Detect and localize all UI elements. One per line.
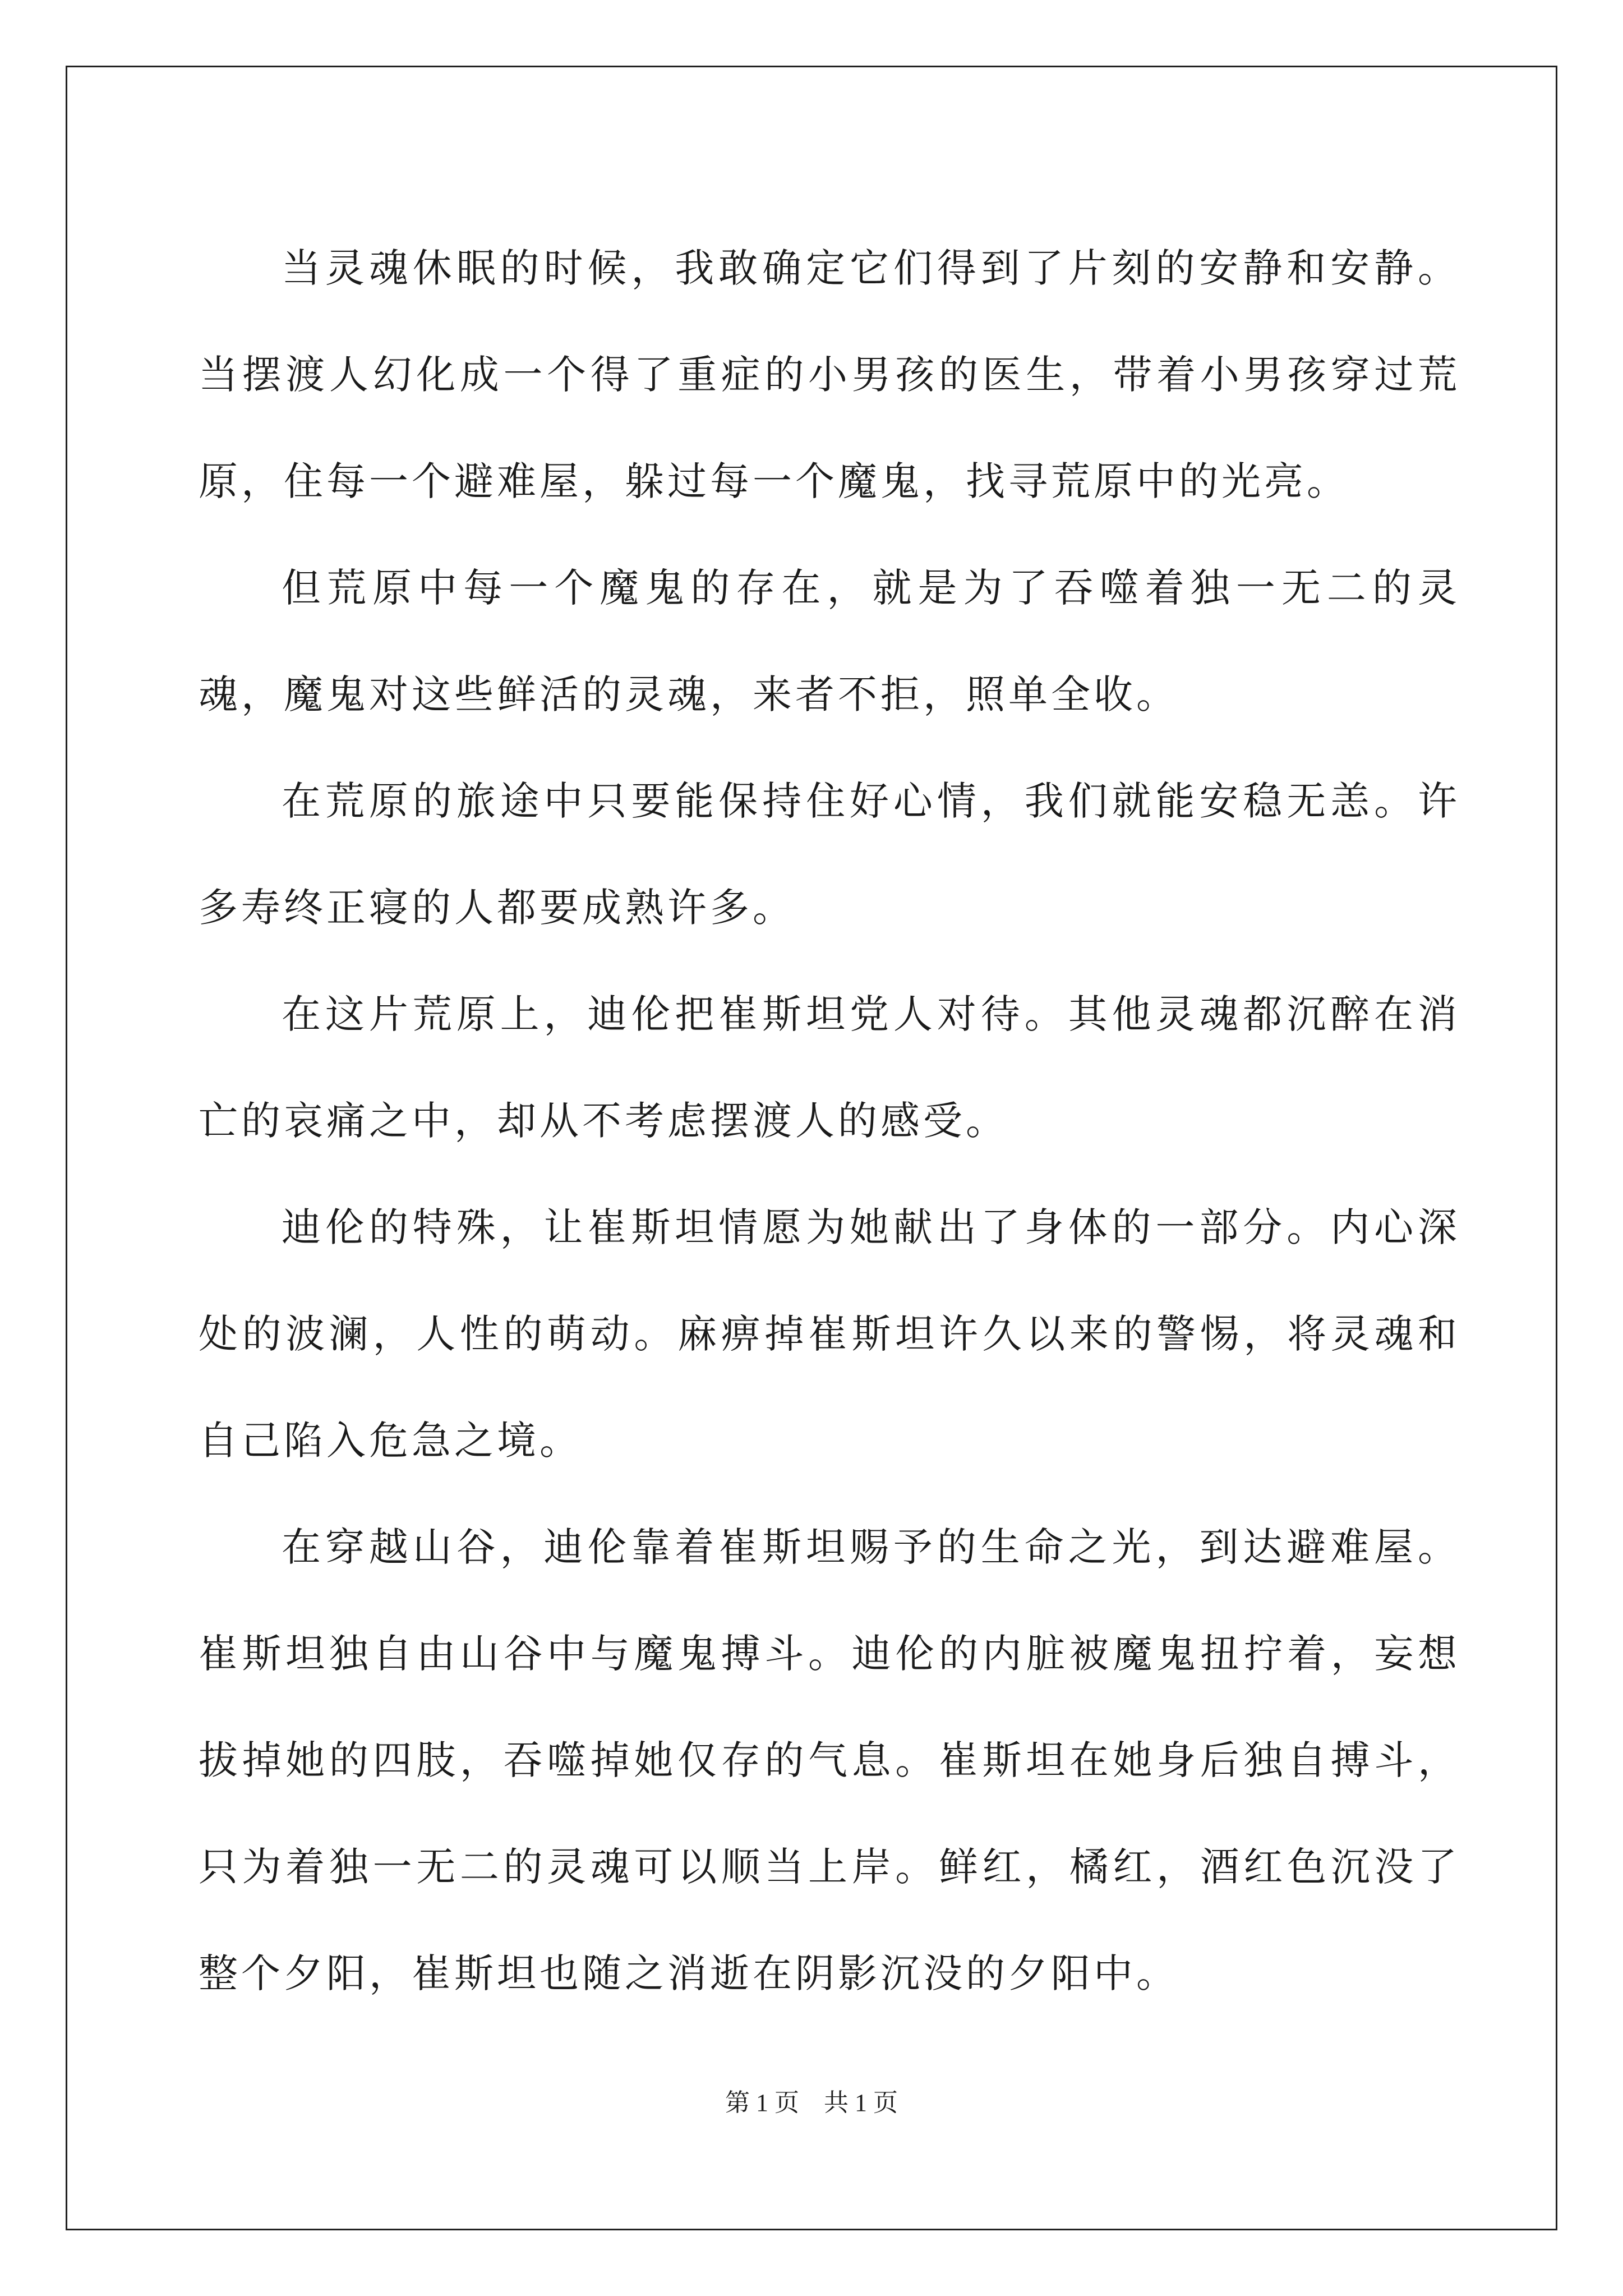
- page-number-footer: 第 1 页 共 1 页: [725, 2089, 898, 2116]
- paragraph-6: 在穿越山谷，迪伦靠着崔斯坦赐予的生命之光，到达避难屋。崔斯坦独自由山谷中与魔鬼搏斗。迪伦的内脏被魔鬼扭拧着，妄想拔掉她的四肢，吞噬掉她仅存的气息。崔斯坦在她身后独自搏斗，只为着独一无二的灵魂可以顺当上岸。鲜红，橘红，酒红色沉没了整个夕阳，崔斯坦也随之消逝在阴影沉没的夕阳中。: [199, 1524, 1460, 1996]
- paragraph-3: 在荒原的旅途中只要能保持住好心情，我们就能安稳无恙。许多寿终正寝的人都要成熟许多。: [199, 778, 1460, 931]
- paragraph-1: 当灵魂休眠的时候，我敢确定它们得到了片刻的安静和安静。当摆渡人幻化成一个得了重症的小男孩的医生，带着小男孩穿过荒原，住每一个避难屋，躲过每一个魔鬼，找寻荒原中的光亮。: [199, 245, 1460, 504]
- paragraph-5: 迪伦的特殊，让崔斯坦情愿为她献出了身体的一部分。内心深处的波澜，人性的萌动。麻痹掉崔斯坦许久以来的警惕，将灵魂和自己陷入危急之境。: [199, 1204, 1460, 1464]
- paragraph-4: 在这片荒原上，迪伦把崔斯坦党人对待。其他灵魂都沉醉在消亡的哀痛之中，却从不考虑摆渡人的感受。: [199, 991, 1460, 1144]
- document-body: [199, 215, 1460, 2027]
- paragraph-2: 但荒原中每一个魔鬼的存在，就是为了吞噬着独一无二的灵魂，魔鬼对这些鲜活的灵魂，来者不拒，照单全收。: [199, 565, 1460, 717]
